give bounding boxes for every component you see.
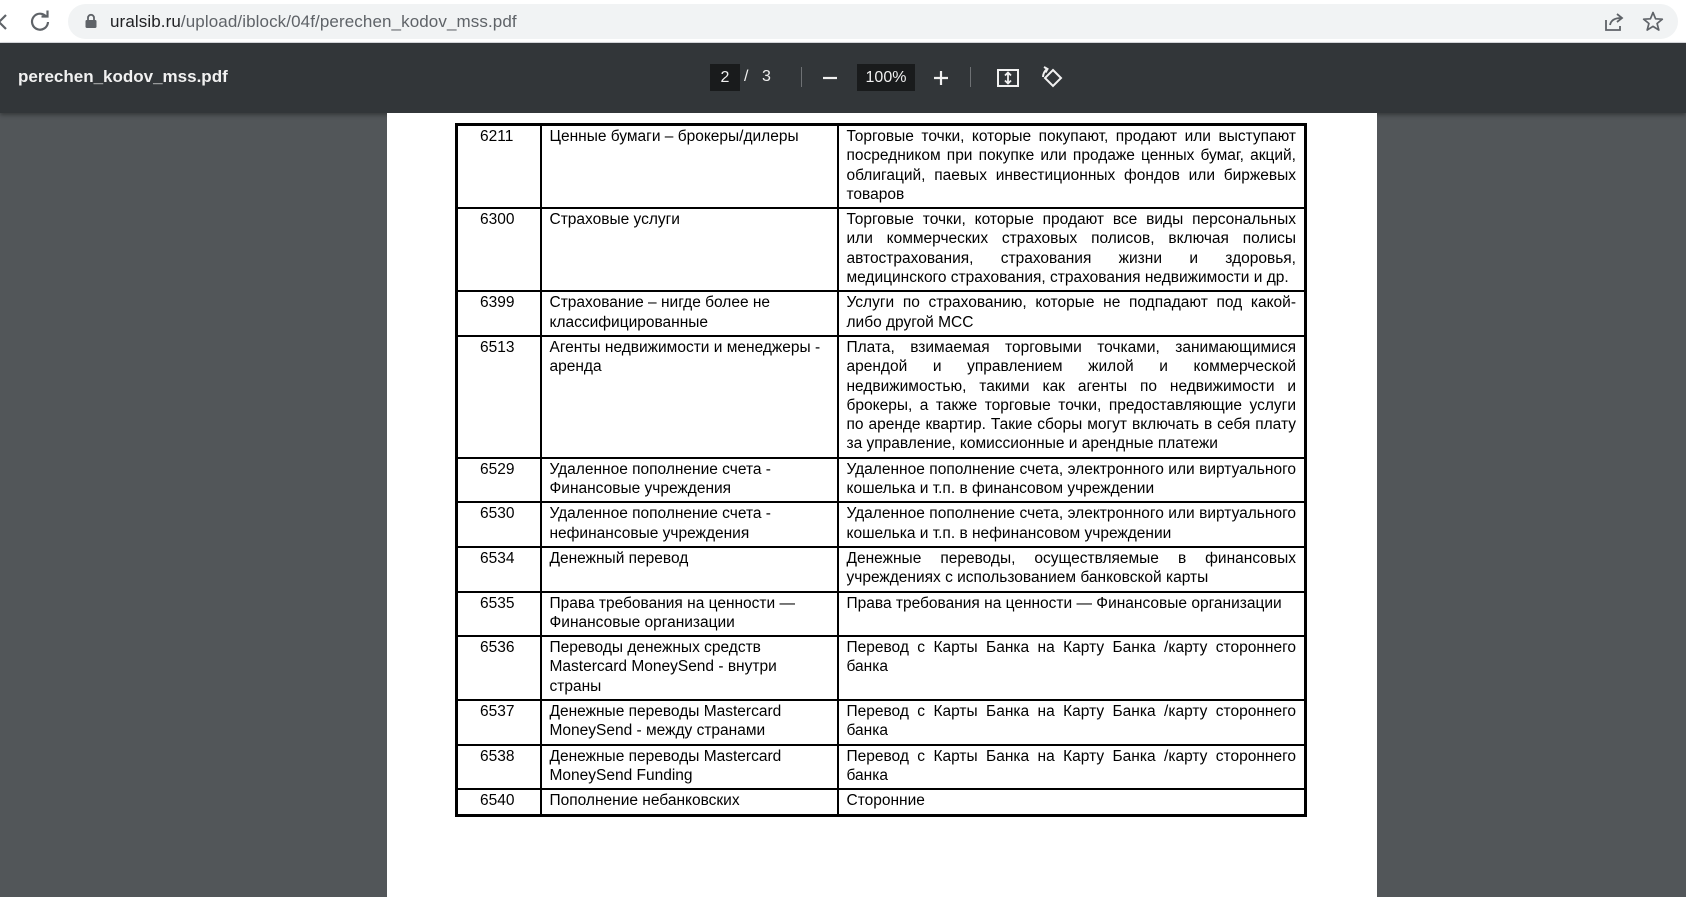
pdf-page xyxy=(387,113,1377,897)
share-button[interactable] xyxy=(1601,9,1627,35)
mcc-name: Денежные переводы Mastercard MoneySend - между странами xyxy=(541,700,838,745)
url-path: /upload/iblock/04f/perechen_kodov_mss.pdf xyxy=(180,12,517,31)
browser-address-bar xyxy=(0,0,1686,43)
mcc-code: 6211 xyxy=(457,125,541,209)
back-icon xyxy=(0,6,18,38)
mcc-code: 6535 xyxy=(457,592,541,637)
table-row xyxy=(457,458,1306,503)
back-button[interactable] xyxy=(0,6,18,38)
mcc-name: Агенты недвижимости и менеджеры - аренда xyxy=(541,336,838,458)
zoom-input[interactable]: 100% xyxy=(857,64,915,91)
mcc-code: 6536 xyxy=(457,636,541,700)
toolbar-divider xyxy=(801,67,802,87)
mcc-description: Денежные переводы, осуществляемые в финансовых учреждениях с использованием банковской карты xyxy=(838,547,1306,592)
mcc-name: Удаленное пополнение счета - нефинансовые учреждения xyxy=(541,502,838,547)
mcc-description: Торговые точки, которые покупают, продают или выступают посредником при покупке или продаже ценных бумаг, акций, облигаций, паевых инвестиционных фондов или биржевых товаров xyxy=(838,125,1306,209)
zoom-in-button[interactable] xyxy=(926,63,956,93)
mcc-name: Пополнение небанковских xyxy=(541,789,838,815)
mcc-description: Услуги по страхованию, которые не подпадают под какой-либо другой МСС xyxy=(838,291,1306,336)
lock-icon xyxy=(84,13,98,29)
table-row xyxy=(457,336,1306,458)
page-number-input[interactable]: 2 xyxy=(710,64,740,91)
pdf-toolbar xyxy=(0,43,1686,113)
mcc-code: 6534 xyxy=(457,547,541,592)
table-row xyxy=(457,636,1306,700)
mcc-name: Страхование – нигде более не классифицированные xyxy=(541,291,838,336)
mcc-description: Перевод с Карты Банка на Карту Банка /карту стороннего банка xyxy=(838,700,1306,745)
fit-to-page-button[interactable] xyxy=(993,63,1023,93)
table-row xyxy=(457,547,1306,592)
table-row xyxy=(457,125,1306,209)
table-row xyxy=(457,208,1306,291)
mcc-table xyxy=(455,123,1307,817)
mcc-name: Удаленное пополнение счета - Финансовые учреждения xyxy=(541,458,838,503)
mcc-description: Перевод с Карты Банка на Карту Банка /карту стороннего банка xyxy=(838,745,1306,790)
mcc-name: Ценные бумаги – брокеры/дилеры xyxy=(541,125,838,209)
url-text[interactable] xyxy=(110,12,517,32)
mcc-code: 6399 xyxy=(457,291,541,336)
page-separator: / xyxy=(744,68,749,85)
mcc-description: Удаленное пополнение счета, электронного или виртуального кошелька и т.п. в финансовом учреждении xyxy=(838,458,1306,503)
omnibox[interactable] xyxy=(68,4,1678,39)
share-icon xyxy=(1601,9,1627,35)
table-row xyxy=(457,592,1306,637)
table-row xyxy=(457,502,1306,547)
table-row xyxy=(457,789,1306,815)
mcc-name: Переводы денежных средств Mastercard MoneySend - внутри страны xyxy=(541,636,838,700)
reload-icon xyxy=(24,6,56,38)
mcc-code: 6537 xyxy=(457,700,541,745)
mcc-description: Плата, взимаемая торговыми точками, занимающимися арендой и управлением жилой и коммерческой недвижимостью, такими как агенты по недвижимости и брокеры, а также торговые точки, предоставляющие услуги по аренде квартир. Такие сборы могут включать в себя плату за управление, комиссионные и арендные платежи xyxy=(838,336,1306,458)
mcc-description: Перевод с Карты Банка на Карту Банка /карту стороннего банка xyxy=(838,636,1306,700)
rotate-icon xyxy=(1038,63,1068,93)
mcc-name: Денежные переводы Mastercard MoneySend Funding xyxy=(541,745,838,790)
toolbar-divider xyxy=(970,67,971,87)
pdf-filename: perechen_kodov_mss.pdf xyxy=(18,67,228,86)
table-row xyxy=(457,700,1306,745)
zoom-out-button[interactable] xyxy=(815,63,845,93)
mcc-description: Удаленное пополнение счета, электронного или виртуального кошелька и т.п. в нефинансовом учреждении xyxy=(838,502,1306,547)
mcc-code: 6540 xyxy=(457,789,541,815)
bookmark-button[interactable] xyxy=(1640,9,1666,35)
mcc-code: 6530 xyxy=(457,502,541,547)
mcc-name: Страховые услуги xyxy=(541,208,838,291)
mcc-description: Торговые точки, которые продают все виды персональных или коммерческих страховых полисов, включая полисы автострахования, страхования жизни и здоровья, медицинского страхования, страхования недвижимости и др. xyxy=(838,208,1306,291)
table-row xyxy=(457,745,1306,790)
reload-button[interactable] xyxy=(24,6,56,38)
zoom-in-icon xyxy=(926,63,956,93)
mcc-description: Права требования на ценности — Финансовые организации xyxy=(838,592,1306,637)
mcc-name: Денежный перевод xyxy=(541,547,838,592)
mcc-name: Права требования на ценности — Финансовые организации xyxy=(541,592,838,637)
mcc-code: 6513 xyxy=(457,336,541,458)
table-row xyxy=(457,291,1306,336)
page-total: 3 xyxy=(762,68,771,85)
mcc-description: Сторонние xyxy=(838,789,1306,815)
url-host: uralsib.ru xyxy=(110,12,181,31)
fit-page-icon xyxy=(993,63,1023,93)
mcc-code: 6300 xyxy=(457,208,541,291)
star-icon xyxy=(1640,9,1666,35)
zoom-out-icon xyxy=(815,63,845,93)
mcc-code: 6538 xyxy=(457,745,541,790)
mcc-code: 6529 xyxy=(457,458,541,503)
rotate-button[interactable] xyxy=(1038,63,1068,93)
